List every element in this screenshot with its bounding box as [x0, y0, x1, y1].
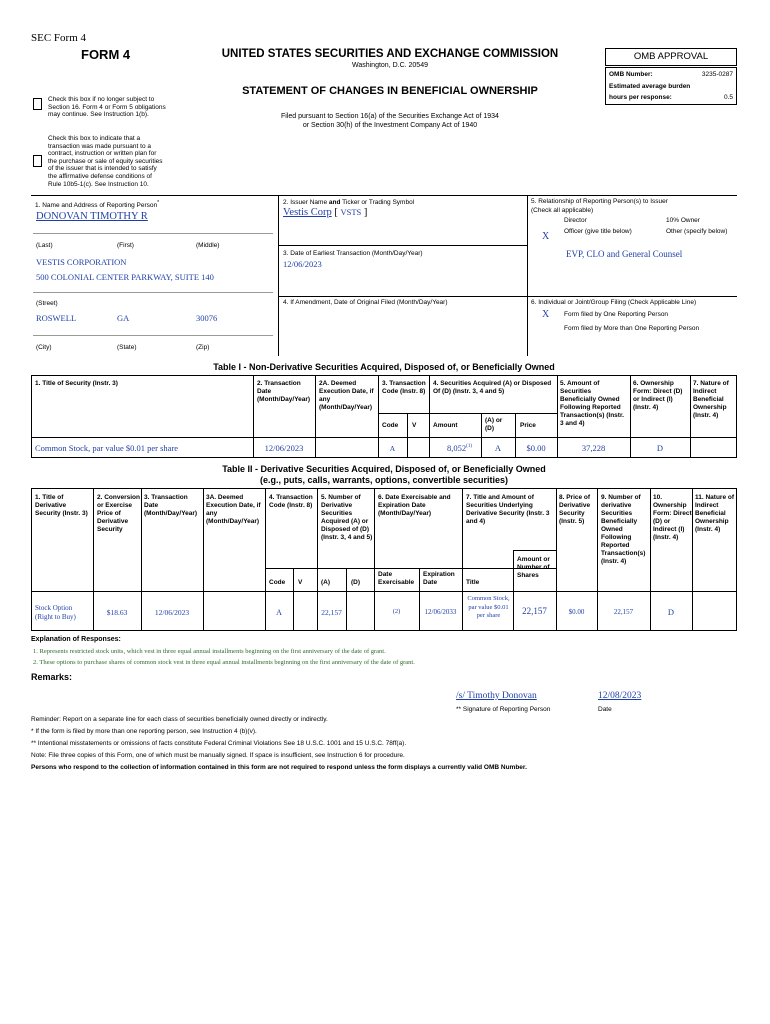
statement-title: STATEMENT OF CHANGES IN BENEFICIAL OWNERSHIP: [242, 85, 538, 97]
t2-h2: 2. Conversion or Exercise Price of Derivative Security: [97, 494, 140, 533]
issuer-name[interactable]: Vestis Corp: [283, 207, 332, 218]
signature-date: 12/08/2023: [598, 691, 642, 701]
city-label: (City): [36, 344, 52, 351]
box6-label: 6. Individual or Joint/Group Filing (Check Applicable Line): [531, 299, 697, 306]
t2-row-a: 22,157: [321, 608, 342, 617]
state-value: GA: [117, 313, 130, 323]
t1-row-form: D: [656, 443, 664, 453]
hours-label: hours per response:: [609, 94, 672, 101]
filing-more-label: Form filed by More than One Reporting Person: [564, 325, 700, 332]
hours-value: 0.5: [723, 94, 733, 101]
ticker-symbol: VSTS: [340, 207, 362, 217]
middle-label: (Middle): [196, 242, 220, 249]
t1-row-owned: 37,228: [581, 443, 606, 453]
t2-d: (D): [351, 579, 361, 586]
signature-label: ** Signature of Reporting Person: [456, 706, 551, 713]
box5-label: 5. Relationship of Reporting Person(s) to Issuer: [531, 198, 668, 205]
t2-h9: 9. Number of derivative Securities Beneficially Owned Following Reported Transaction(s) (Instr. 4): [601, 494, 646, 565]
t2-amount-col: Amount or Number of Shares: [517, 556, 550, 579]
box4-label: 4. If Amendment, Date of Original Filed (Month/Day/Year): [283, 299, 448, 306]
t2-h1: 1. Title of Derivative Security (Instr. 3): [35, 494, 88, 517]
t2-a: (A): [321, 579, 331, 586]
sec-form-label: SEC Form 4: [31, 32, 87, 44]
table1-title: Table I - Non-Derivative Securities Acquired, Disposed of, or Beneficially Owned: [213, 362, 555, 372]
explanation-title: Explanation of Responses:: [31, 636, 121, 643]
zip-value: 30076: [196, 313, 218, 323]
box3-label: 3. Date of Earliest Transaction (Month/Day/Year): [283, 250, 423, 257]
t2-title-col: Title: [466, 579, 480, 586]
t2-row-form: D: [667, 607, 675, 617]
footer-omb-notice: Persons who respond to the collection of information contained in this form are not required to respond unless the form displays a currently valid OMB Number.: [31, 764, 527, 771]
t2-row-date: 12/06/2023: [154, 608, 190, 617]
explanation-1: 1. Represents restricted stock units, which vest in three equal annual installments beginning on the first anniversary of the date of grant.: [33, 648, 386, 655]
t1-h7: 7. Nature of Indirect Beneficial Ownership (Instr. 4): [693, 380, 729, 419]
t2-h6: 6. Date Exercisable and Expiration Date (Month/Day/Year): [378, 494, 451, 517]
t2-row-price: $18.63: [106, 608, 128, 617]
filing-one-label: Form filed by One Reporting Person: [564, 311, 669, 318]
t2-exp: Expiration Date: [423, 571, 455, 586]
t2-row-deriv-price: $0.00: [568, 608, 585, 616]
company-name: VESTIS CORPORATION: [36, 257, 127, 267]
t1-h1: 1. Title of Security (Instr. 3): [35, 380, 118, 387]
other-label: Other (specify below): [666, 228, 728, 235]
first-label: (First): [117, 242, 134, 249]
omb-approval-title: OMB APPROVAL: [633, 51, 709, 62]
signature-date-label: Date: [598, 706, 612, 713]
t1-row-price: $0.00: [526, 443, 546, 453]
footer-line-4: Note: File three copies of this Form, one of which must be manually signed. If space is insufficient, see Instruction 6 for procedure.: [31, 752, 405, 759]
t1-amount: Amount: [433, 422, 458, 429]
t2-row-exp: 12/06/2033: [424, 608, 457, 616]
filed-pursuant-1: Filed pursuant to Section 16(a) of the Securities Exchange Act of 1934: [281, 113, 499, 120]
table2-title: Table II - Derivative Securities Acquired, Disposed of, or Beneficially Owned: [222, 464, 546, 474]
t1-h5: 5. Amount of Securities Beneficially Owned Following Reported Transaction(s) (Instr. 3 and 4): [560, 380, 624, 427]
t1-h4: 4. Securities Acquired (A) or Disposed Of (D) (Instr. 3, 4 and 5): [433, 380, 552, 395]
commission-title: UNITED STATES SECURITIES AND EXCHANGE COMMISSION: [221, 48, 559, 60]
t2-row-shares: 22,157: [522, 606, 547, 616]
t1-row-title: Common Stock, par value $0.01 per share: [35, 443, 179, 453]
box5-sub: (Check all applicable): [531, 207, 594, 214]
box2-label: 2. Issuer Name and Ticker or Trading Symbol: [283, 199, 415, 206]
footer-line-3: ** Intentional misstatements or omissions of facts constitute Federal Criminal Violations See 18 U.S.C. 1001 and 15 U.S.C. 78ff(a).: [31, 740, 407, 747]
t2-h3a: 3A. Deemed Execution Date, if any (Month/Day/Year): [206, 494, 261, 525]
zip-label: (Zip): [196, 344, 210, 351]
footer-line-1: Reminder: Report on a separate line for each class of securities beneficially owned directly or indirectly.: [31, 716, 328, 723]
t2-h3: 3. Transaction Date (Month/Day/Year): [144, 494, 198, 517]
t2-h10: 10. Ownership Form: Direct (D) or Indirect (I) (Instr. 4): [653, 494, 692, 541]
t2-row-date-ex: (2): [392, 608, 401, 615]
t2-h4: 4. Transaction Code (Instr. 8): [269, 494, 313, 509]
t2-h11: 11. Nature of Indirect Beneficial Ownership (Instr. 4): [695, 494, 735, 533]
t1-code: Code: [382, 422, 399, 429]
box1-label: 1. Name and Address of Reporting Person*: [35, 200, 160, 210]
street-label: (Street): [36, 300, 58, 307]
earliest-transaction-date: 12/06/2023: [283, 259, 322, 269]
issuer-ticker: Vestis Corp [ VSTS ]: [283, 207, 368, 218]
no-longer-subject-checkbox[interactable]: [33, 98, 42, 110]
table2-subtitle: (e.g., puts, calls, warrants, options, convertible securities): [259, 475, 509, 485]
form-title: FORM 4: [81, 47, 131, 62]
officer-label: Officer (give title below): [564, 228, 632, 235]
t2-code: Code: [269, 579, 286, 586]
explanation-2: 2. These options to purchase shares of common stock vest in three equal annual installments beginning on the first anniversary of the date of grant.: [33, 659, 415, 666]
commission-location: Washington, D.C. 20549: [351, 62, 428, 69]
burden-label: Estimated average burden: [609, 83, 691, 90]
filed-pursuant-2: or Section 30(h) of the Investment Company Act of 1940: [302, 122, 478, 129]
officer-mark[interactable]: X: [542, 231, 550, 242]
t1-h2a: 2A. Deemed Execution Date, if any (Month/Day/Year): [319, 380, 374, 411]
reporting-person-name[interactable]: DONOVAN TIMOTHY R: [36, 211, 148, 222]
no-longer-subject-text: Check this box if no longer subject to Section 16. Form 4 or Form 5 obligations may continue. See Instruction 1(b).: [48, 96, 166, 119]
t2-h5: 5. Number of Derivative Securities Acquired (A) or Disposed of (D) (Instr. 3, 4 and 5): [321, 494, 373, 541]
t1-price: Price: [520, 422, 536, 429]
t2-h7: 7. Title and Amount of Securities Underlying Derivative Security (Instr. 3 and 4): [466, 494, 550, 525]
t1-row-aord: A: [494, 443, 502, 453]
last-label: (Last): [36, 242, 53, 249]
signature-name: /s/ Timothy Donovan: [456, 691, 537, 701]
city-value: ROSWELL: [36, 313, 77, 323]
state-label: (State): [117, 344, 137, 351]
t2-v: V: [298, 579, 303, 586]
ten-percent-label: 10% Owner: [666, 217, 700, 224]
rule-10b5-checkbox[interactable]: [33, 155, 42, 167]
t2-h8: 8. Price of Derivative Security (Instr. 5): [559, 494, 591, 525]
t1-h2: 2. Transaction Date (Month/Day/Year): [257, 380, 311, 403]
street-address: 500 COLONIAL CENTER PARKWAY, SUITE 140: [36, 272, 214, 282]
remarks-title: Remarks:: [31, 672, 73, 682]
filing-mark[interactable]: X: [542, 309, 550, 320]
t1-row-amount: 8,052$^{(1)}$: [447, 443, 472, 453]
footer-line-2: * If the form is filed by more than one reporting person, see Instruction 4 (b)(v).: [31, 728, 257, 735]
t1-row-date: 12/06/2023: [264, 443, 304, 453]
director-label: Director: [564, 217, 587, 224]
rule-10b5-text: Check this box to indicate that a transaction was made pursuant to a contract, instruction or written plan for the purchase or sale of equity securities of the issuer that is intended to satisfy the affirmative defense conditions of Rule 10b5-1(c). See Instruction 10.: [48, 135, 163, 188]
t1-row-code: A: [389, 444, 396, 453]
omb-number-value: 3235-0287: [701, 71, 733, 78]
t2-row-underlying: Common Stock, par value $0.01 per share: [467, 595, 510, 619]
omb-number-label: OMB Number:: [609, 71, 653, 78]
t1-h6: 6. Ownership Form: Direct (D) or Indirect (I) (Instr. 4): [633, 380, 683, 411]
officer-title: EVP, CLO and General Counsel: [566, 249, 683, 259]
t2-date-ex: Date Exercisable: [378, 571, 415, 586]
t2-row-owned: 22,157: [613, 608, 634, 616]
t1-h3: 3. Transaction Code (Instr. 8): [382, 380, 426, 395]
t1-aord: (A) or (D): [485, 417, 503, 432]
t2-row-title: Stock Option (Right to Buy): [35, 604, 76, 621]
t1-v: V: [412, 422, 417, 429]
t2-row-code: A: [276, 608, 282, 617]
